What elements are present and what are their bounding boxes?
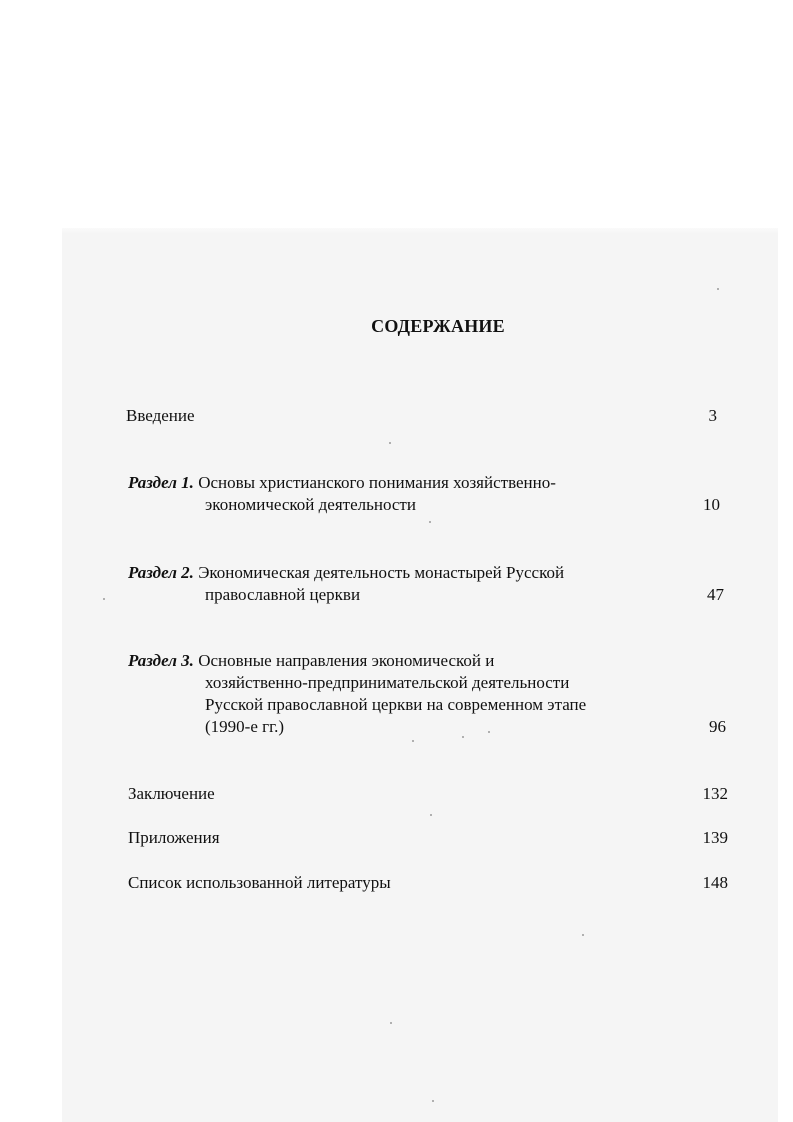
toc-page-conclusion: 132: [702, 784, 728, 803]
toc-page-bibliography: 148: [702, 873, 728, 892]
toc-entry-section-3: [128, 650, 494, 672]
toc-section-3-title-line3: Русской православной церкви на современном этапе: [205, 695, 587, 714]
scan-speck: [432, 1100, 434, 1102]
scan-speck: [429, 521, 431, 523]
scan-speck: [390, 1022, 392, 1024]
toc-section-3-title-line2: хозяйственно-предпринимательской деятельности: [205, 673, 570, 692]
toc-section-2-label: Раздел 2.: [128, 563, 194, 582]
toc-section-1-label: Раздел 1.: [128, 473, 194, 492]
scan-speck: [430, 814, 432, 816]
toc-entry-appendices: Приложения: [128, 828, 220, 847]
toc-entry-section-1: [128, 472, 556, 494]
scan-speck: [582, 934, 584, 936]
toc-section-1-title-line2: экономической деятельности: [205, 495, 416, 514]
toc-entry-intro: Введение: [126, 406, 195, 425]
toc-page-section-3: 96: [709, 717, 726, 736]
page-title: СОДЕРЖАНИЕ: [371, 316, 505, 336]
toc-entry-conclusion: Заключение: [128, 784, 215, 803]
toc-entry-section-2: [128, 562, 564, 584]
toc-page-section-2: 47: [707, 585, 724, 604]
toc-page-section-1: 10: [703, 495, 720, 514]
scan-speck: [717, 288, 719, 290]
scan-speck: [103, 598, 105, 600]
scan-background-edge: [62, 228, 778, 234]
scan-speck: [412, 740, 414, 742]
scan-speck: [389, 442, 391, 444]
toc-section-3-title-line4: (1990-е гг.): [205, 717, 285, 736]
toc-entry-bibliography: Список использованной литературы: [128, 873, 391, 892]
scan-speck: [488, 731, 490, 733]
toc-section-3-label: Раздел 3.: [128, 651, 194, 670]
toc-section-3-title-line1: Основные направления экономической и: [198, 651, 495, 670]
toc-section-2-title-line2: православной церкви: [205, 585, 361, 604]
toc-page-appendices: 139: [702, 828, 728, 847]
toc-page-intro: 3: [708, 406, 717, 425]
toc-section-1-title-line1: Основы христианского понимания хозяйственно-: [198, 473, 556, 492]
scan-speck: [462, 736, 464, 738]
toc-section-2-title-line1: Экономическая деятельность монастырей Русской: [198, 563, 565, 582]
